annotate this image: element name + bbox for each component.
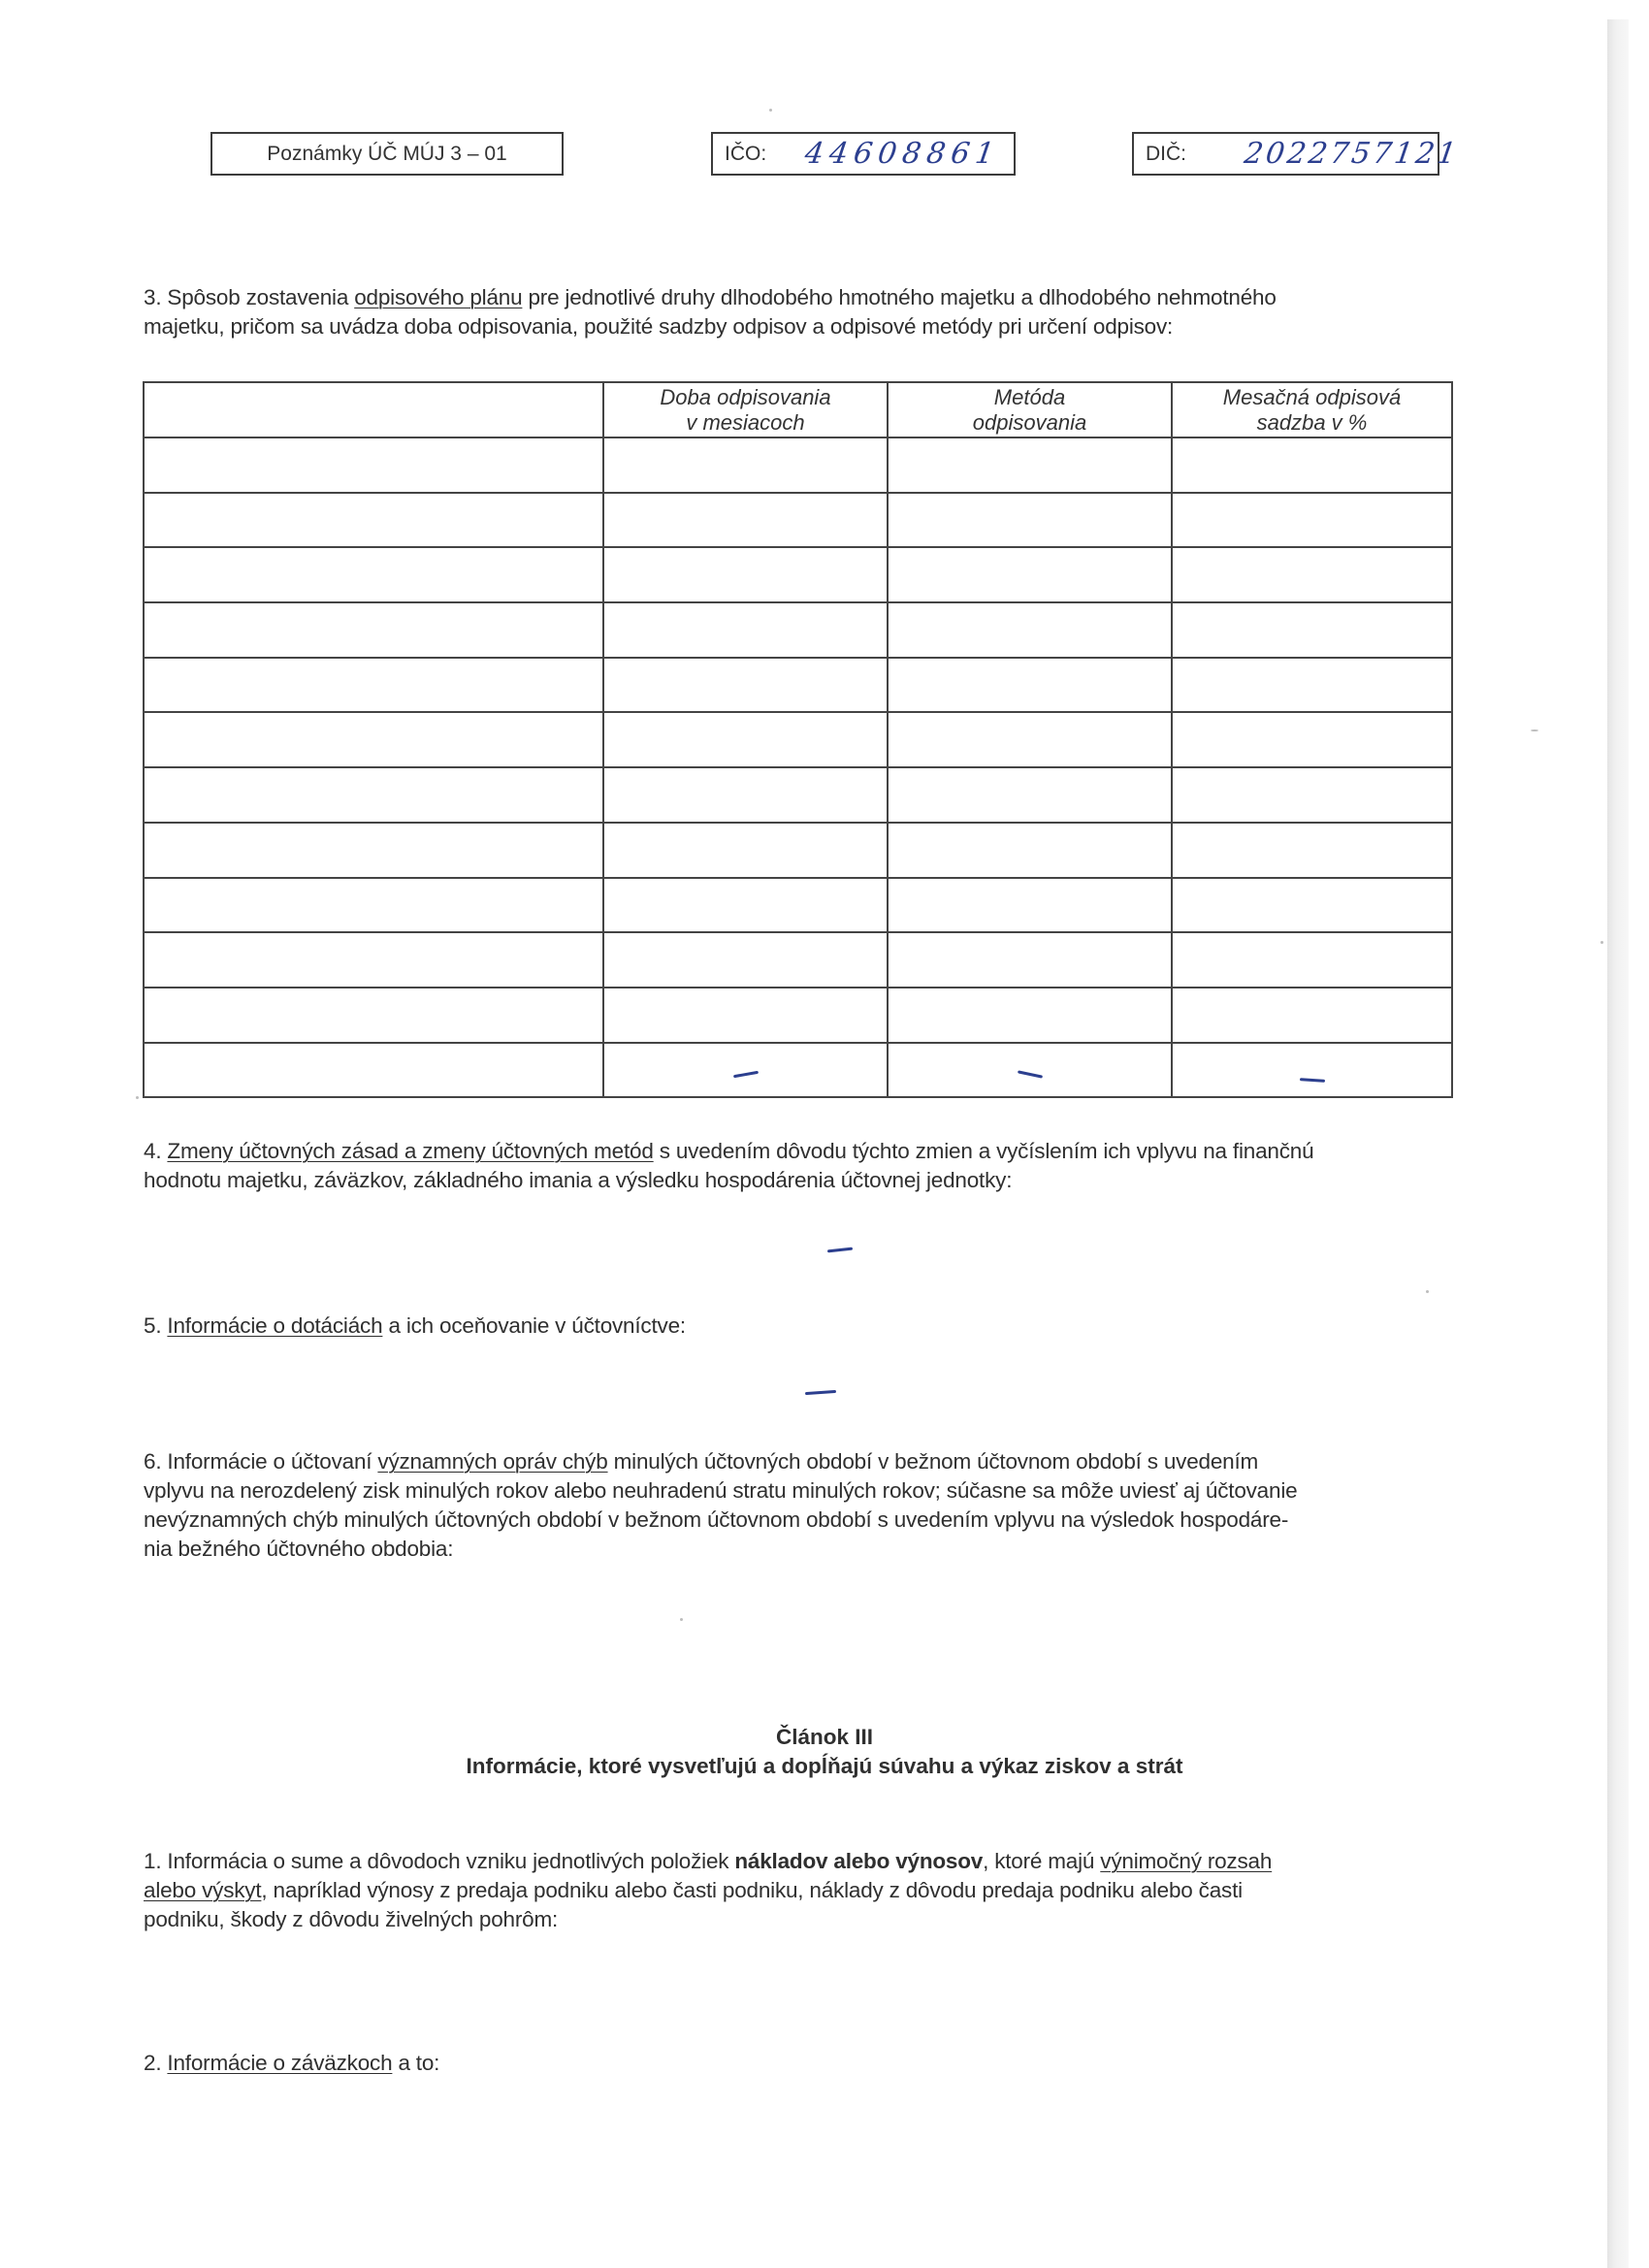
- table-cell: [888, 602, 1172, 658]
- table-cell: [144, 988, 603, 1043]
- table-cell: [144, 823, 603, 878]
- table-row: [144, 988, 1452, 1043]
- table-row: [144, 547, 1452, 602]
- handwritten-dash: [732, 1070, 758, 1077]
- scan-speck: [1600, 941, 1603, 944]
- table-cell: [603, 547, 888, 602]
- handwritten-dash: [1299, 1078, 1324, 1083]
- article-3-title: Článok III: [775, 1725, 874, 1749]
- table-row: [144, 767, 1452, 823]
- scan-speck: [136, 1096, 139, 1099]
- table-row: [144, 658, 1452, 713]
- table-cell: [1172, 712, 1452, 767]
- table-cell: [603, 712, 888, 767]
- table-row: [144, 712, 1452, 767]
- table-cell: [603, 602, 888, 658]
- table-cell: [888, 1043, 1172, 1098]
- table-row: [144, 1043, 1452, 1098]
- table-cell: [1172, 493, 1452, 548]
- table-cell: [144, 1043, 603, 1098]
- scanner-edge-strip: [1607, 19, 1629, 2268]
- link-zavazky: Informácie o záväzkoch: [167, 2051, 393, 2075]
- table-row: [144, 602, 1452, 658]
- table-cell: [1172, 658, 1452, 713]
- table-cell: [888, 878, 1172, 933]
- table-cell: [603, 878, 888, 933]
- table-cell: [603, 932, 888, 988]
- section-3-text: 3. Spôsob zostavenia odpisového plánu pre jednotlivé druhy dlhodobého hmotného majetku a dlhodobého nehmotného majetku, pričom sa uvádza doba odpisovania, použité sadzby odpisov a odpisové metódy pri určení odpisov:: [144, 285, 1277, 339]
- section-5-text: 5. Informácie o dotáciách a ich oceňovanie v účtovníctve:: [144, 1313, 686, 1338]
- header-cell-rate: Mesačná odpisová sadzba v %: [1172, 382, 1452, 437]
- table-cell: [1172, 878, 1452, 933]
- table-row: [144, 878, 1452, 933]
- ico-value: 44608861: [802, 137, 1003, 171]
- link-zmeny-zasad: Zmeny účtovných zásad a zmeny účtovných metód: [167, 1139, 654, 1163]
- link-opravy-chyb: významných opráv chýb: [377, 1449, 608, 1474]
- header-cell-period: Doba odpisovania v mesiacoch: [603, 382, 888, 437]
- section-6-text: 6. Informácie o účtovaní významných opráv chýb minulých účtovných období v bežnom účtovnom období s uvedením vplyvu na nerozdelený zisk minulých rokov alebo neuhradenú stratu minulých rokov; súčasne sa môže uviesť aj účtovanie nevýznamných chýb minulých účtovných období v bežnom účtovnom období s uvedením vplyvu na výsledok hospodáre- nia bežného účtovného obdobia:: [144, 1449, 1298, 1561]
- table-cell: [888, 932, 1172, 988]
- table-row: [144, 932, 1452, 988]
- link-odpisovy-plan: odpisového plánu: [354, 285, 523, 309]
- dic-box: [1132, 132, 1462, 176]
- article-3-item-2: 2. Informácie o záväzkoch a to:: [144, 2051, 440, 2075]
- header-cell-method: Metóda odpisovania: [888, 382, 1172, 437]
- table-cell: [144, 493, 603, 548]
- table-cell: [603, 658, 888, 713]
- scan-speck: [1426, 1290, 1429, 1293]
- dic-value: 2022757121: [1242, 137, 1462, 171]
- table-cell: [603, 437, 888, 493]
- table-row: [144, 493, 1452, 548]
- section-5-answer-dash: [805, 1390, 836, 1395]
- article-3-subtitle: Informácie, ktoré vysvetľujú a dopĺňajú súvahu a výkaz ziskov a strát: [466, 1754, 1183, 1778]
- table-cell: [888, 437, 1172, 493]
- table-cell: [144, 602, 603, 658]
- table-cell: [603, 1043, 888, 1098]
- table-cell: [888, 493, 1172, 548]
- article-3-item-1: 1. Informácia o sume a dôvodoch vzniku jednotlivých položiek nákladov alebo výnosov, ktoré majú výnimočný rozsah alebo výskyt, napríklad výnosy z predaja podniku alebo časti podniku, náklady z dôvodu predaja podniku alebo časti podniku, škody z dôvodu živelných pohrôm:: [144, 1849, 1273, 1931]
- form-title: Poznámky ÚČ MÚJ 3 – 01: [267, 142, 507, 165]
- table-cell: [603, 493, 888, 548]
- header-cell-category: [144, 382, 603, 437]
- handwritten-dash: [1017, 1070, 1042, 1078]
- table-cell: [144, 878, 603, 933]
- table-cell: [144, 767, 603, 823]
- table-cell: [1172, 1043, 1452, 1098]
- table-cell: [603, 988, 888, 1043]
- table-cell: [1172, 823, 1452, 878]
- table-cell: [144, 547, 603, 602]
- table-cell: [1172, 602, 1452, 658]
- table-cell: [888, 767, 1172, 823]
- table-row: [144, 437, 1452, 493]
- link-vynimocny-rozsah: výnimočný rozsah: [1100, 1849, 1273, 1873]
- scan-speck: [1531, 729, 1538, 731]
- table-cell: [144, 932, 603, 988]
- ico-box: [711, 132, 1016, 176]
- table-cell: [888, 823, 1172, 878]
- table-cell: [144, 658, 603, 713]
- table-cell: [1172, 932, 1452, 988]
- depreciation-table: [143, 381, 1453, 1098]
- table-header-row: [144, 382, 1452, 437]
- section-4-text: 4. Zmeny účtovných zásad a zmeny účtovných metód s uvedením dôvodu týchto zmien a vyčíslením ich vplyvu na finančnú hodnotu majetku, záväzkov, základného imania a výsledku hospodárenia účtovnej jednotky:: [144, 1139, 1314, 1192]
- dic-label: DIČ:: [1146, 142, 1186, 165]
- table-cell: [144, 712, 603, 767]
- table-cell: [603, 767, 888, 823]
- ico-label: IČO:: [725, 142, 767, 165]
- table-cell: [888, 988, 1172, 1043]
- table-cell: [1172, 437, 1452, 493]
- table-cell: [1172, 988, 1452, 1043]
- table-cell: [888, 712, 1172, 767]
- scan-speck: [680, 1618, 683, 1621]
- table-cell: [888, 547, 1172, 602]
- table-row: [144, 823, 1452, 878]
- table-cell: [603, 823, 888, 878]
- table-cell: [1172, 547, 1452, 602]
- form-title-box: [210, 132, 564, 176]
- table-cell: [144, 437, 603, 493]
- table-cell: [1172, 767, 1452, 823]
- link-dotacie: Informácie o dotáciách: [167, 1313, 383, 1338]
- scan-speck: [769, 109, 772, 112]
- section-4-answer-dash: [827, 1247, 853, 1253]
- link-alebo-vyskyt: alebo výskyt: [144, 1878, 262, 1902]
- table-cell: [888, 658, 1172, 713]
